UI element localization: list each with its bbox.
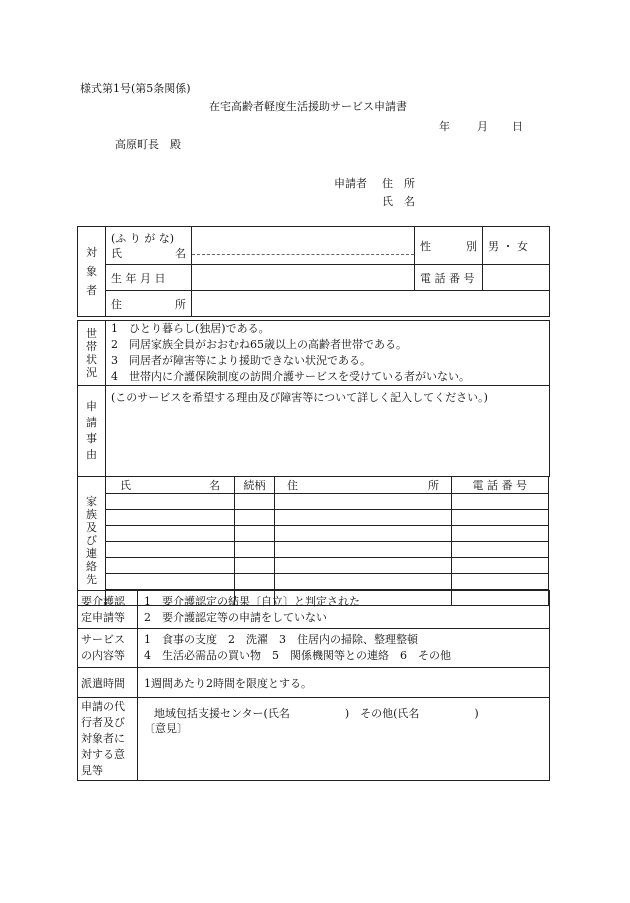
care-item[interactable]: 1 要介護認定の結果〔自立〕と判定された [144, 594, 360, 608]
household-side-label: 世 帯 状 況 [78, 321, 106, 386]
family-col-relation: 続柄 [235, 477, 275, 494]
family-table [105, 476, 549, 606]
family-row[interactable] [106, 510, 549, 526]
family-col-phone: 電 話 番 号 [452, 477, 549, 494]
care-options [138, 591, 550, 629]
reason-side-label: 申 請 事 由 [78, 386, 106, 477]
reason-note: (このサービスを希望する理由及び障害等について詳しく記入してください。) [111, 391, 488, 404]
family-row[interactable] [106, 542, 549, 558]
dispatch-label: 派遣時間 [78, 668, 138, 698]
subject-name-field[interactable] [192, 227, 415, 265]
dob-label: 生 年 月 日 [106, 265, 192, 291]
proxy-field[interactable] [138, 698, 550, 781]
applicant-name-label: 氏 名 [382, 195, 415, 208]
proxy-label: 申請の代 行者及び 対象者に 対する意 見等 [78, 698, 138, 781]
household-item[interactable]: 4 世帯内に介護保険制度の訪問介護サービスを受けている者がいない。 [111, 370, 470, 383]
family-row[interactable] [106, 526, 549, 542]
household-table [77, 320, 550, 606]
date-month-label: 月 [477, 120, 488, 133]
family-row[interactable] [106, 558, 549, 574]
subject-table [77, 226, 550, 317]
date-day-label: 日 [512, 120, 523, 133]
sex-label: 性 別 [415, 227, 483, 265]
subject-address-label: 住 所 [106, 291, 192, 317]
family-side-label: 家 族 及 び 連 絡 先 [78, 477, 106, 606]
family-col-address: 住 所 [275, 477, 452, 494]
service-label: サービス の内容等 [78, 629, 138, 668]
addressee: 高原町長 殿 [115, 138, 181, 151]
phone-field[interactable] [483, 265, 550, 291]
family-row[interactable] [106, 494, 549, 510]
form-title: 在宅高齢者軽度生活援助サービス申請書 [209, 100, 407, 113]
applicant-address-label: 住 所 [382, 177, 415, 190]
proxy-opinion-label: 〔意見〕 [144, 722, 188, 735]
care-item[interactable]: 2 要介護認定等の申請をしていない [144, 610, 327, 624]
form-number: 様式第1号(第5条関係) [80, 82, 191, 95]
family-col-name: 氏 名 [106, 477, 235, 494]
furigana-name-label: (ふ り が な) 氏 名 [106, 227, 192, 265]
care-label: 要介護認 定申請等 [78, 591, 138, 629]
household-item[interactable]: 2 同居家族全員がおおむね65歳以上の高齢者世帯である。 [111, 338, 407, 351]
service-line[interactable]: 4 生活必需品の買い物 5 関係機関等との連絡 6 その他 [144, 649, 451, 662]
service-options [138, 629, 550, 668]
reason-field[interactable] [106, 386, 550, 477]
sex-options[interactable]: 男 ・ 女 [483, 227, 550, 265]
dispatch-value: 1週間あたり2時間を限度とする。 [138, 668, 550, 698]
date-year-label: 年 [439, 120, 450, 133]
service-line[interactable]: 1 食事の支度 2 洗濯 3 住居内の掃除、整理整頓 [144, 633, 418, 646]
household-item[interactable]: 1 ひとり暮らし(独居)である。 [111, 322, 270, 335]
family-row[interactable] [106, 574, 549, 590]
household-item[interactable]: 3 同居者が障害等により援助できない状況である。 [111, 354, 371, 367]
household-status-list [106, 321, 550, 386]
proxy-center-line: 地域包括支援センター(氏名 ) その他(氏名 ) [154, 707, 479, 720]
lower-table [77, 590, 550, 781]
subject-address-field[interactable] [192, 291, 550, 317]
phone-label: 電 話 番 号 [415, 265, 483, 291]
subject-side-label: 対 象 者 [78, 227, 106, 317]
dob-field[interactable] [192, 265, 415, 291]
applicant-label: 申請者 [334, 177, 367, 190]
